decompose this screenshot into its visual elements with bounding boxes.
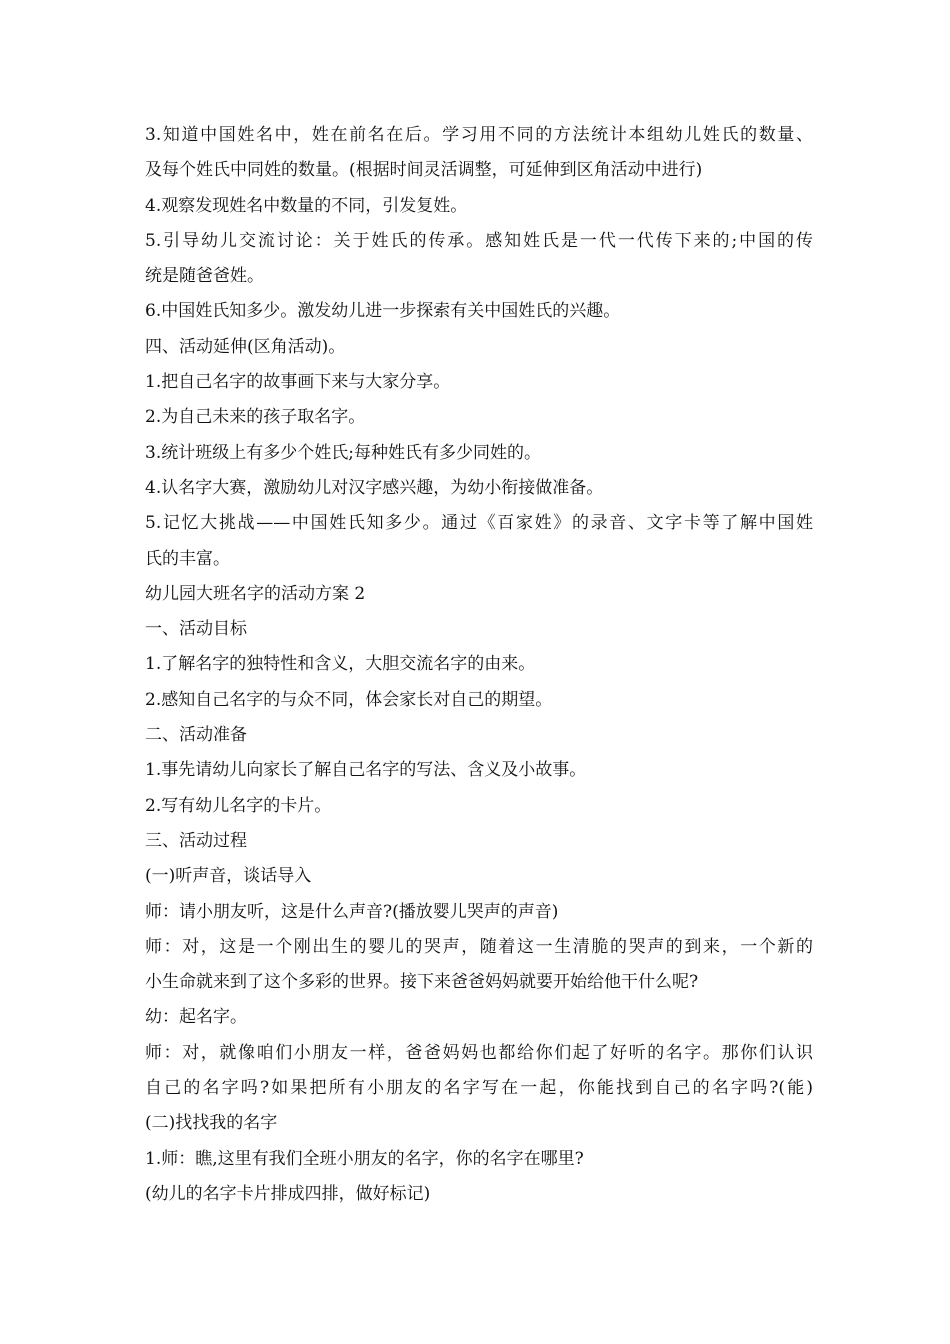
text-line: 幼：起名字。 [145, 1007, 247, 1028]
text-line: 二、活动准备 [145, 725, 247, 746]
text-line: 6.中国姓氏知多少。激发幼儿进一步探索有关中国姓氏的兴趣。 [145, 301, 621, 322]
text-line: 2.为自己未来的孩子取名字。 [145, 407, 366, 428]
text-line: 自己的名字吗?如果把所有小朋友的名字写在一起，你能找到自己的名字吗?(能) [145, 1078, 813, 1099]
text-line: 3.统计班级上有多少个姓氏;每种姓氏有多少同姓的。 [145, 442, 541, 463]
text-line: 1.把自己名字的故事画下来与大家分享。 [145, 372, 451, 393]
text-line: 统是随爸爸姓。 [145, 266, 264, 287]
text-line: 三、活动过程 [145, 830, 247, 851]
text-line: 4.认名字大赛，激励幼儿对汉字感兴趣，为幼小衔接做准备。 [145, 477, 604, 498]
text-line: 及每个姓氏中同姓的数量。(根据时间灵活调整，可延伸到区角活动中进行) [145, 160, 703, 181]
text-line: 5.记忆大挑战——中国姓氏知多少。通过《百家姓》的录音、文字卡等了解中国姓 [145, 513, 813, 534]
text-line: 小生命就来到了这个多彩的世界。接下来爸爸妈妈就要开始给他干什么呢? [145, 972, 699, 993]
text-line: 1.了解名字的独特性和含义，大胆交流名字的由来。 [145, 654, 536, 675]
text-line: 5.引导幼儿交流讨论：关于姓氏的传承。感知姓氏是一代一代传下来的;中国的传 [145, 230, 813, 251]
text-line: 1.师：瞧,这里有我们全班小朋友的名字，你的名字在哪里? [145, 1148, 584, 1169]
text-line: 师：请小朋友听，这是什么声音?(播放婴儿哭声的声音) [145, 901, 559, 922]
text-line: 1.事先请幼儿向家长了解自己名字的写法、含义及小故事。 [145, 760, 587, 781]
text-line: 四、活动延伸(区角活动)。 [145, 336, 346, 357]
text-line: 3.知道中国姓名中，姓在前名在后。学习用不同的方法统计本组幼儿姓氏的数量、 [145, 125, 813, 145]
text-line: 一、活动目标 [145, 619, 247, 640]
text-line: 2.写有幼儿名字的卡片。 [145, 795, 332, 816]
document-page [145, 118, 813, 1212]
text-line: 氏的丰富。 [145, 548, 230, 569]
text-line: (幼儿的名字卡片排成四排，做好标记) [145, 1183, 431, 1204]
text-line: (一)听声音，谈话导入 [145, 866, 312, 887]
text-line: 幼儿园大班名字的活动方案 2 [145, 583, 366, 604]
text-line: 师：对，就像咱们小朋友一样，爸爸妈妈也都给你们起了好听的名字。那你们认识 [145, 1042, 813, 1063]
text-line: 师：对，这是一个刚出生的婴儿的哭声，随着这一生清脆的哭声的到来，一个新的 [145, 936, 813, 957]
text-line: 2.感知自己名字的与众不同，体会家长对自己的期望。 [145, 689, 553, 710]
text-line: (二)找找我的名字 [145, 1113, 278, 1134]
text-line: 4.观察发现姓名中数量的不同，引发复姓。 [145, 195, 468, 216]
